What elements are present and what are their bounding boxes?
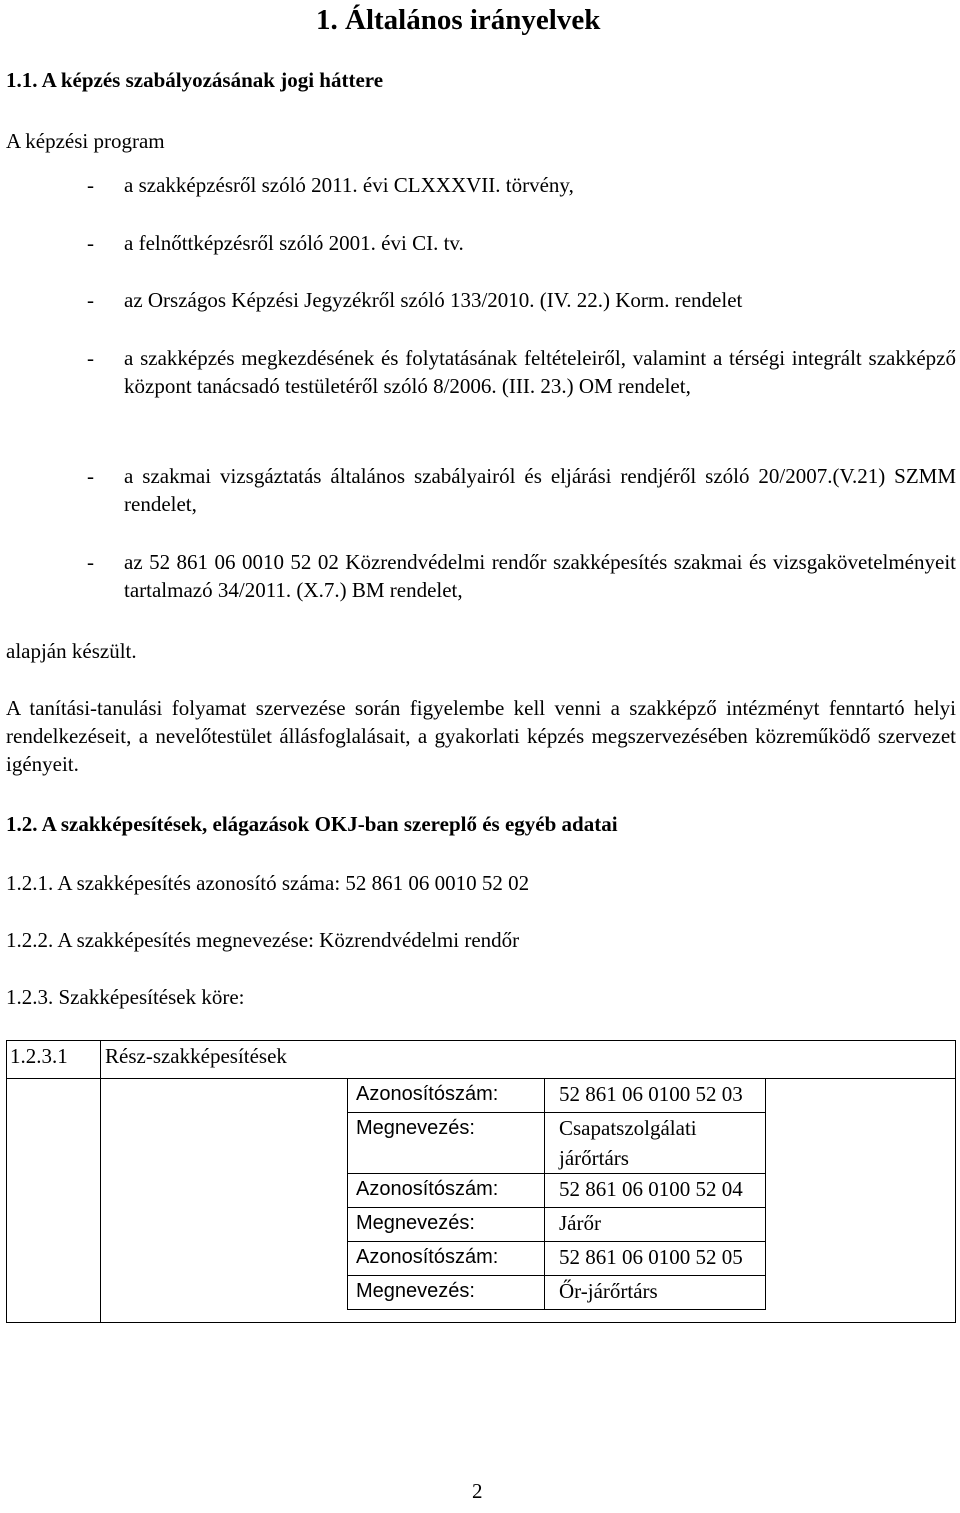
name-label: Megnevezés: — [348, 1208, 545, 1242]
qualifications-inner-table — [347, 1078, 766, 1310]
id-label: Azonosítószám: — [348, 1174, 545, 1208]
table-row — [348, 1174, 766, 1208]
list-item: a szakképzésről szóló 2011. évi CLXXXVII. törvény, — [124, 173, 574, 197]
table-row — [348, 1276, 766, 1310]
list-bullet: - — [87, 231, 94, 255]
page-title: 1. Általános irányelvek — [316, 4, 601, 36]
list-item: a szakmai vizsgáztatás általános szabályairól és eljárási rendjéről szóló 20/2007.(V.21) SZMM rendelet, — [124, 464, 956, 516]
name-value: Járőr — [545, 1208, 766, 1242]
section-heading-1-1: 1.1. A képzés szabályozásának jogi háttere — [6, 68, 384, 92]
list-item: az Országos Képzési Jegyzékről szóló 133/2010. (IV. 22.) Korm. rendelet — [124, 288, 743, 312]
name-value: Csapatszolgálati járőrtárs — [545, 1113, 766, 1174]
list-bullet: - — [87, 464, 94, 488]
table-row — [348, 1208, 766, 1242]
list-bullet: - — [87, 288, 94, 312]
table-content-cell — [101, 1079, 956, 1323]
table-title-cell — [101, 1041, 956, 1079]
list-bullet: - — [87, 346, 94, 370]
list-item: a szakképzés megkezdésének és folytatásának feltételeiről, valamint a térségi integrált szakképző központ tanácsadó testületéről szóló 8/2006. (III. 23.) OM rendelet, — [124, 346, 956, 398]
id-label: Azonosítószám: — [348, 1242, 545, 1276]
partial-qualifications-table — [6, 1040, 956, 1323]
intro-text: A képzési program — [6, 129, 165, 153]
list-bullet: - — [87, 173, 94, 197]
table-code-cell: 1.2.3.1 — [7, 1041, 101, 1079]
name-label: Megnevezés: — [348, 1113, 545, 1174]
list-item: a felnőttképzésről szóló 2001. évi CI. tv. — [124, 231, 464, 255]
name-value: Őr-járőrtárs — [545, 1276, 766, 1310]
id-label: Azonosítószám: — [348, 1079, 545, 1113]
name-label: Megnevezés: — [348, 1276, 545, 1310]
list-bullet: - — [87, 550, 94, 574]
id-value: 52 861 06 0100 52 05 — [545, 1242, 766, 1276]
body-paragraph: A tanítási-tanulási folyamat szervezése során figyelembe kell venni a szakképző intézményt fenntartó helyi rendelkezéseit, a nevelőtestület állásfoglalásait, a gyakorlati képzés megszervezésében közreműködő szervezet igényeit. — [6, 696, 956, 776]
qualification-id-line: 1.2.1. A szakképesítés azonosító száma: 52 861 06 0010 52 02 — [6, 871, 530, 895]
table-row — [348, 1242, 766, 1276]
table-title: Rész-szakképesítések — [105, 1044, 287, 1068]
qualification-scope-line: 1.2.3. Szakképesítések köre: — [6, 985, 245, 1009]
table-blank-cell — [7, 1079, 101, 1323]
id-value: 52 861 06 0100 52 03 — [545, 1079, 766, 1113]
outro-text: alapján készült. — [6, 639, 137, 663]
table-row — [348, 1113, 766, 1174]
id-value: 52 861 06 0100 52 04 — [545, 1174, 766, 1208]
list-item: az 52 861 06 0010 52 02 Közrendvédelmi rendőr szakképesítés szakmai és vizsgakövetelményeit tartalmazó 34/2011. (X.7.) BM rendelet, — [124, 550, 956, 602]
section-heading-1-2: 1.2. A szakképesítések, elágazások OKJ-ban szereplő és egyéb adatai — [6, 812, 618, 836]
qualification-name-line: 1.2.2. A szakképesítés megnevezése: Közrendvédelmi rendőr — [6, 928, 520, 952]
page-number: 2 — [472, 1479, 483, 1503]
table-row — [348, 1079, 766, 1113]
